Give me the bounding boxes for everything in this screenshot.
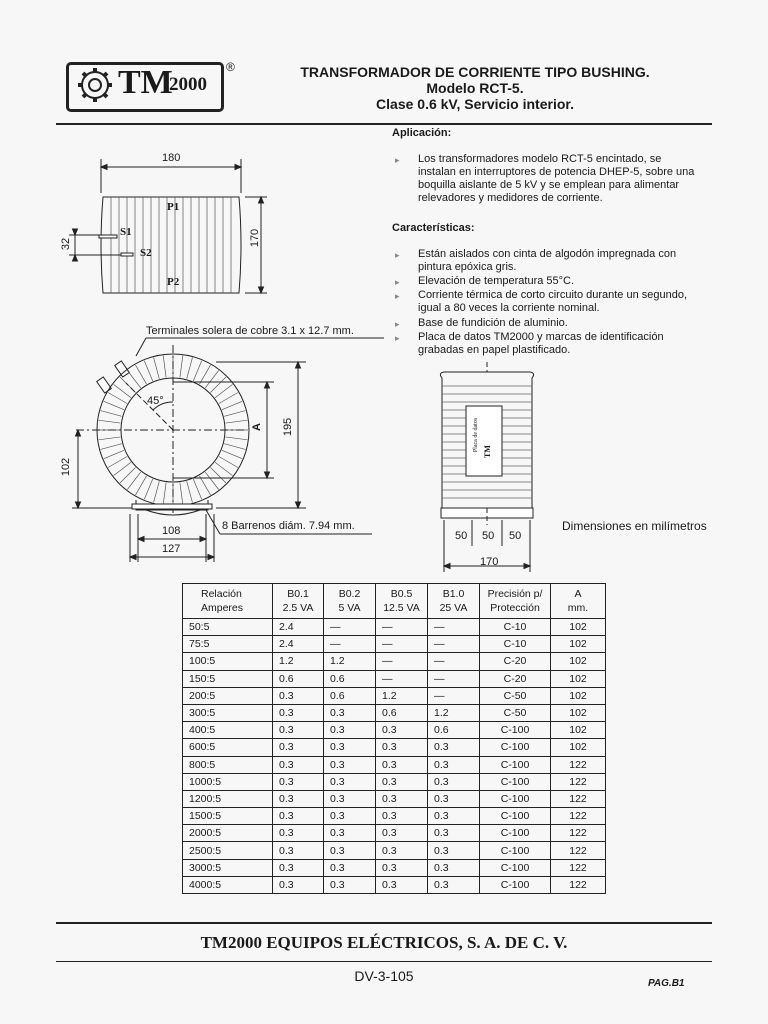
value-cell: 0.3 xyxy=(324,773,376,790)
value-cell: — xyxy=(428,687,480,704)
value-cell: 0.3 xyxy=(273,876,324,893)
header-a-mm: A mm. xyxy=(551,584,606,619)
footer-divider-bottom xyxy=(56,961,712,962)
value-cell: 0.3 xyxy=(376,722,428,739)
title-line-1: TRANSFORMADOR DE CORRIENTE TIPO BUSHING. xyxy=(300,64,650,80)
header-ratio: Relación Amperes xyxy=(183,584,273,619)
table-row xyxy=(183,670,606,687)
page-number: PAG.B1 xyxy=(648,978,685,989)
value-cell: 0.3 xyxy=(376,859,428,876)
value-cell: 0.3 xyxy=(324,842,376,859)
value-cell: 102 xyxy=(551,653,606,670)
application-text: Los transformadores modelo RCT-5 encintado, se instalan en interruptores de potencia DHEP-5, sobre una boquilla aislante de 5 kV y se emplean para alimentar relevadores y medidores de corriente. xyxy=(418,153,695,204)
value-cell: 0.3 xyxy=(376,842,428,859)
table-row xyxy=(183,687,606,704)
value-cell: C-100 xyxy=(480,859,551,876)
table-row xyxy=(183,619,606,636)
value-cell: 0.3 xyxy=(376,825,428,842)
value-cell: 0.3 xyxy=(376,773,428,790)
characteristics-heading: Características: xyxy=(392,222,475,234)
ratio-cell: 800:5 xyxy=(183,756,273,773)
value-cell: 0.3 xyxy=(428,756,480,773)
value-cell: 0.3 xyxy=(324,808,376,825)
title-line-3: Clase 0.6 kV, Servicio interior. xyxy=(376,96,574,112)
value-cell: 0.3 xyxy=(324,756,376,773)
value-cell: 0.3 xyxy=(273,773,324,790)
value-cell: C-100 xyxy=(480,842,551,859)
side-view-drawing xyxy=(432,360,542,575)
top-offset-dim: 32 xyxy=(60,237,73,251)
value-cell: 0.3 xyxy=(428,739,480,756)
table-row xyxy=(183,636,606,653)
ratio-cell: 2500:5 xyxy=(183,842,273,859)
value-cell: 0.3 xyxy=(428,859,480,876)
value-cell: 102 xyxy=(551,619,606,636)
value-cell: 0.6 xyxy=(324,687,376,704)
value-cell: 0.3 xyxy=(324,790,376,807)
table-row xyxy=(183,842,606,859)
value-cell: 102 xyxy=(551,687,606,704)
value-cell: C-20 xyxy=(480,653,551,670)
value-cell: 0.3 xyxy=(428,808,480,825)
value-cell: 0.3 xyxy=(376,876,428,893)
a-dim-label: A xyxy=(250,423,263,431)
value-cell: 122 xyxy=(551,876,606,893)
logo-text: TM xyxy=(118,64,173,101)
value-cell: — xyxy=(428,653,480,670)
top-width-dim: 180 xyxy=(162,152,181,164)
value-cell: 0.3 xyxy=(428,842,480,859)
value-cell: 0.3 xyxy=(376,808,428,825)
value-cell: 0.3 xyxy=(273,756,324,773)
terminal-s1: S1 xyxy=(120,226,132,238)
ratio-cell: 150:5 xyxy=(183,670,273,687)
value-cell: 0.6 xyxy=(324,670,376,687)
value-cell: — xyxy=(376,619,428,636)
value-cell: C-10 xyxy=(480,636,551,653)
value-cell: 0.3 xyxy=(273,859,324,876)
value-cell: C-100 xyxy=(480,756,551,773)
bullet-icon: ▸ xyxy=(395,291,400,301)
ratio-cell: 2000:5 xyxy=(183,825,273,842)
value-cell: — xyxy=(376,653,428,670)
value-cell: 0.3 xyxy=(428,876,480,893)
table-row xyxy=(183,876,606,893)
base-inner-dim: 108 xyxy=(162,525,181,537)
value-cell: 0.3 xyxy=(273,722,324,739)
value-cell: 0.3 xyxy=(273,704,324,721)
terminal-p2: P2 xyxy=(167,276,180,288)
front-view-drawing xyxy=(56,330,386,570)
units-note: Dimensiones en milímetros xyxy=(562,519,707,533)
ratio-cell: 1000:5 xyxy=(183,773,273,790)
value-cell: 1.2 xyxy=(428,704,480,721)
value-cell: C-50 xyxy=(480,704,551,721)
header-b01: B0.1 2.5 VA xyxy=(273,584,324,619)
header-b05: B0.5 12.5 VA xyxy=(376,584,428,619)
value-cell: — xyxy=(428,636,480,653)
ratio-cell: 1200:5 xyxy=(183,790,273,807)
value-cell: 0.3 xyxy=(376,739,428,756)
value-cell: 122 xyxy=(551,842,606,859)
value-cell: C-50 xyxy=(480,687,551,704)
value-cell: 0.3 xyxy=(324,704,376,721)
value-cell: — xyxy=(324,619,376,636)
value-cell: 0.3 xyxy=(376,790,428,807)
base-outer-dim: 127 xyxy=(162,543,181,555)
ratio-cell: 300:5 xyxy=(183,704,273,721)
side-spacing-3: 50 xyxy=(509,530,522,542)
ratio-cell: 200:5 xyxy=(183,687,273,704)
logo-gear-icon xyxy=(74,66,116,104)
bullet-icon: ▸ xyxy=(395,333,400,343)
application-heading: Aplicación: xyxy=(392,127,452,139)
side-spacing-1: 50 xyxy=(455,530,468,542)
value-cell: 0.3 xyxy=(324,722,376,739)
value-cell: 102 xyxy=(551,704,606,721)
value-cell: 2.4 xyxy=(273,619,324,636)
value-cell: — xyxy=(428,619,480,636)
bullet-icon: ▸ xyxy=(395,250,400,260)
logo-number: 2000 xyxy=(169,74,207,95)
value-cell: 0.6 xyxy=(376,704,428,721)
value-cell: 102 xyxy=(551,739,606,756)
ratio-cell: 3000:5 xyxy=(183,859,273,876)
table-row xyxy=(183,739,606,756)
center-102-dim: 102 xyxy=(60,457,73,477)
value-cell: 0.3 xyxy=(324,859,376,876)
value-cell: — xyxy=(376,636,428,653)
value-cell: 122 xyxy=(551,859,606,876)
value-cell: C-10 xyxy=(480,619,551,636)
table-row xyxy=(183,808,606,825)
bullet-icon: ▸ xyxy=(395,155,400,165)
value-cell: C-100 xyxy=(480,773,551,790)
ratio-cell: 75:5 xyxy=(183,636,273,653)
table-row xyxy=(183,790,606,807)
value-cell: 0.6 xyxy=(428,722,480,739)
height-195-dim: 195 xyxy=(282,417,295,437)
data-plate-logo: TM xyxy=(482,445,492,458)
ratio-cell: 600:5 xyxy=(183,739,273,756)
table-row xyxy=(183,825,606,842)
terminals-note: Terminales solera de cobre 3.1 x 12.7 mm. xyxy=(146,325,354,337)
value-cell: C-20 xyxy=(480,670,551,687)
terminal-p1: P1 xyxy=(167,201,180,213)
registered-mark: ® xyxy=(226,60,235,74)
value-cell: 0.6 xyxy=(273,670,324,687)
side-spacing-2: 50 xyxy=(482,530,495,542)
table-row xyxy=(183,773,606,790)
title-line-2: Modelo RCT-5. xyxy=(426,80,524,96)
value-cell: 1.2 xyxy=(376,687,428,704)
document-number: DV-3-105 xyxy=(354,968,414,984)
value-cell: 102 xyxy=(551,722,606,739)
side-total-dim: 170 xyxy=(480,556,499,568)
value-cell: C-100 xyxy=(480,739,551,756)
data-plate-label: Placa de datos xyxy=(473,417,479,453)
value-cell: 0.3 xyxy=(376,756,428,773)
table-row xyxy=(183,756,606,773)
value-cell: 0.3 xyxy=(273,687,324,704)
table-row xyxy=(183,704,606,721)
value-cell: C-100 xyxy=(480,790,551,807)
value-cell: 0.3 xyxy=(324,739,376,756)
ratio-cell: 400:5 xyxy=(183,722,273,739)
value-cell: 0.3 xyxy=(428,773,480,790)
value-cell: 0.3 xyxy=(273,808,324,825)
value-cell: 0.3 xyxy=(273,739,324,756)
value-cell: C-100 xyxy=(480,825,551,842)
value-cell: — xyxy=(428,670,480,687)
value-cell: 0.3 xyxy=(428,825,480,842)
bullet-icon: ▸ xyxy=(395,277,400,287)
table-header-row xyxy=(183,584,606,619)
value-cell: 0.3 xyxy=(324,876,376,893)
value-cell: 0.3 xyxy=(273,825,324,842)
value-cell: 122 xyxy=(551,773,606,790)
value-cell: 2.4 xyxy=(273,636,324,653)
footer-divider-top xyxy=(56,922,712,924)
angle-label: 45° xyxy=(147,395,164,407)
value-cell: 102 xyxy=(551,636,606,653)
ratio-cell: 50:5 xyxy=(183,619,273,636)
terminal-s2: S2 xyxy=(140,247,152,259)
value-cell: — xyxy=(324,636,376,653)
value-cell: 1.2 xyxy=(324,653,376,670)
ratio-cell: 100:5 xyxy=(183,653,273,670)
value-cell: C-100 xyxy=(480,808,551,825)
value-cell: — xyxy=(376,670,428,687)
value-cell: C-100 xyxy=(480,722,551,739)
header-precision: Precisión p/ Protección xyxy=(480,584,551,619)
value-cell: 0.3 xyxy=(273,790,324,807)
value-cell: C-100 xyxy=(480,876,551,893)
ratings-table xyxy=(182,583,606,894)
table-row xyxy=(183,859,606,876)
table-row xyxy=(183,722,606,739)
company-name: TM2000 EQUIPOS ELÉCTRICOS, S. A. DE C. V. xyxy=(200,933,568,952)
value-cell: 0.3 xyxy=(428,790,480,807)
top-height-dim: 170 xyxy=(249,228,262,248)
value-cell: 1.2 xyxy=(273,653,324,670)
holes-note: 8 Barrenos diám. 7.94 mm. xyxy=(222,520,355,532)
value-cell: 0.3 xyxy=(324,825,376,842)
ratio-cell: 4000:5 xyxy=(183,876,273,893)
header-b10: B1.0 25 VA xyxy=(428,584,480,619)
header-b02: B0.2 5 VA xyxy=(324,584,376,619)
value-cell: 102 xyxy=(551,670,606,687)
value-cell: 0.3 xyxy=(273,842,324,859)
header-divider xyxy=(56,123,712,125)
value-cell: 122 xyxy=(551,808,606,825)
value-cell: 122 xyxy=(551,756,606,773)
bullet-icon: ▸ xyxy=(395,319,400,329)
value-cell: 122 xyxy=(551,790,606,807)
value-cell: 122 xyxy=(551,825,606,842)
table-row xyxy=(183,653,606,670)
ratio-cell: 1500:5 xyxy=(183,808,273,825)
